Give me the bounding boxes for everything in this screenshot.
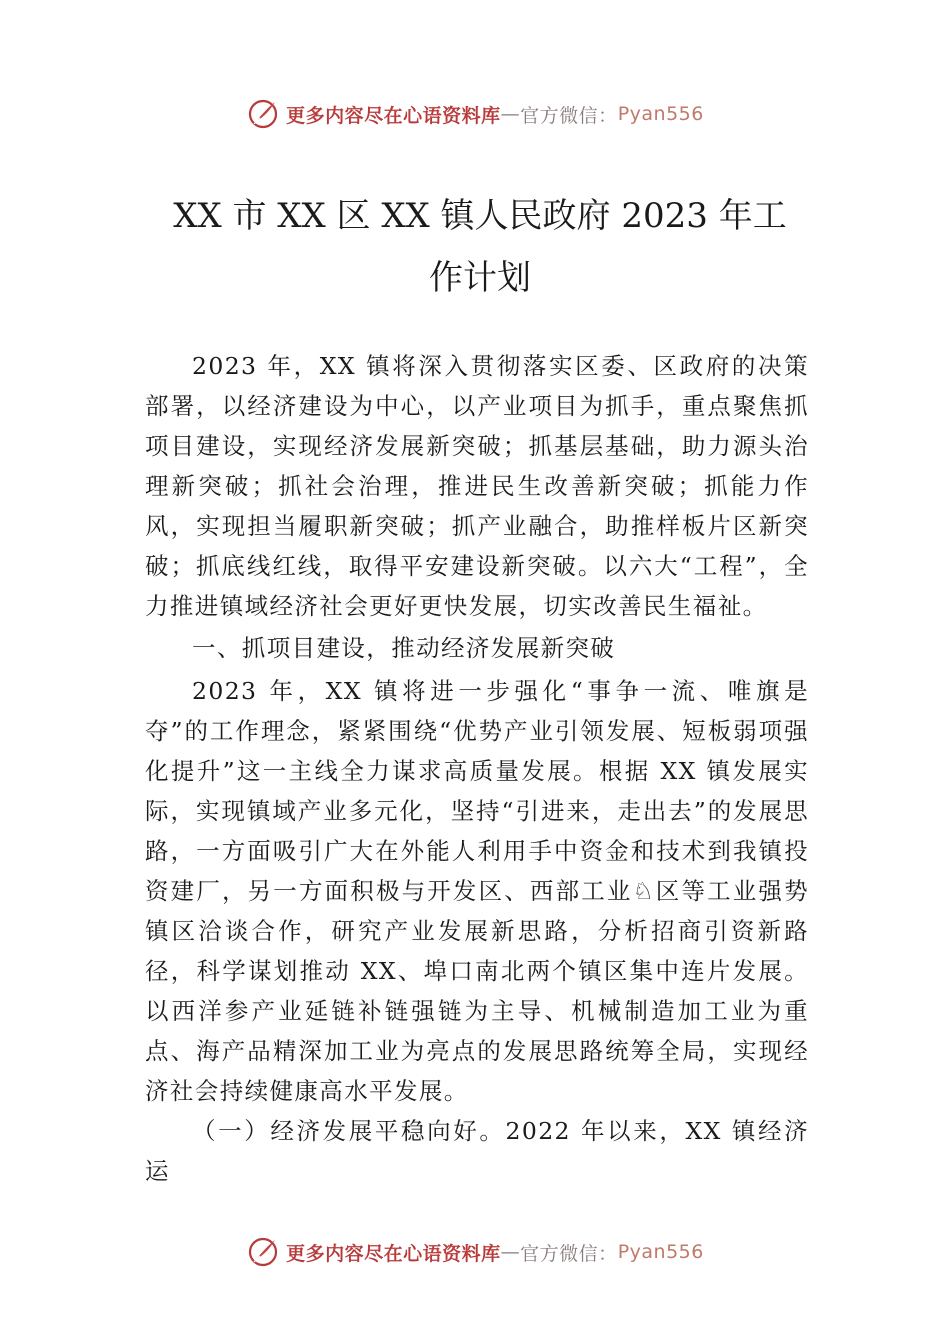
feather-quill-logo-icon [246,97,280,131]
section-1-paragraph: 2023 年，XX 镇将进一步强化“事争一流、唯旗是夺”的工作理念，紧紧围绕“优势产业引领发展、短板弱项强化提升”这一主线全力谋求高质量发展。根据 XX 镇发展实际，实现镇域产业多元化，坚持“引进来，走出去”的发展思路，一方面吸引广大在外能人利用手中资金和技术到我镇投资建厂，另一方面积极与开发区、西部工业♘区等工业强势镇区洽谈合作，研究产业发展新思路，分析招商引资新路径，科学谋划推动 XX、埠口南北两个镇区集中连片发展。以西洋参产业延链补链强链为主导、机械制造加工业为重点、海产品精深加工业为亮点的发展思路统筹全局，实现经济社会持续健康高水平发展。 [145,677,809,1105]
watermark-label: 官方微信： [520,104,618,127]
feather-quill-logo-icon [246,1235,280,1269]
document-title-line-2: 作计划 [429,258,531,298]
watermark-site-text: 更多内容尽在心语资料库 [286,1242,501,1265]
document-title [140,185,820,309]
document-body [145,346,809,1191]
subsection-1-paragraph: （一）经济发展平稳向好。2022 年以来，XX 镇经济运 [145,1117,809,1185]
watermark-wechat-id: Pyan556 [617,103,704,125]
intro-paragraph: 2023 年，XX 镇将深入贯彻落实区委、区政府的决策部署，以经济建设为中心，以产业项目为抓手，重点聚焦抓项目建设，实现经济发展新突破；抓基层基础，助力源头治理新突破；抓社会治理，推进民生改善新突破；抓能力作风，实现担当履职新突破；抓产业融合，助推样板片区新突破；抓底线红线，取得平安建设新突破。以六大“工程”，全力推进镇域经济社会更好更快发展，切实改善民生福祉。 [145,352,809,620]
watermark-site-text: 更多内容尽在心语资料库 [286,104,501,127]
watermark-banner-bottom [0,1232,950,1272]
watermark-wechat-id: Pyan556 [617,1241,704,1263]
watermark-dash: — [500,103,521,125]
document-title-line-1: XX 市 XX 区 XX 镇人民政府 2023 年工 [173,196,787,236]
watermark-dash: — [500,1241,521,1263]
section-heading-1: 一、抓项目建设，推动经济发展新突破 [192,634,616,662]
watermark-label: 官方微信： [520,1242,618,1265]
watermark-banner-top [0,94,950,134]
